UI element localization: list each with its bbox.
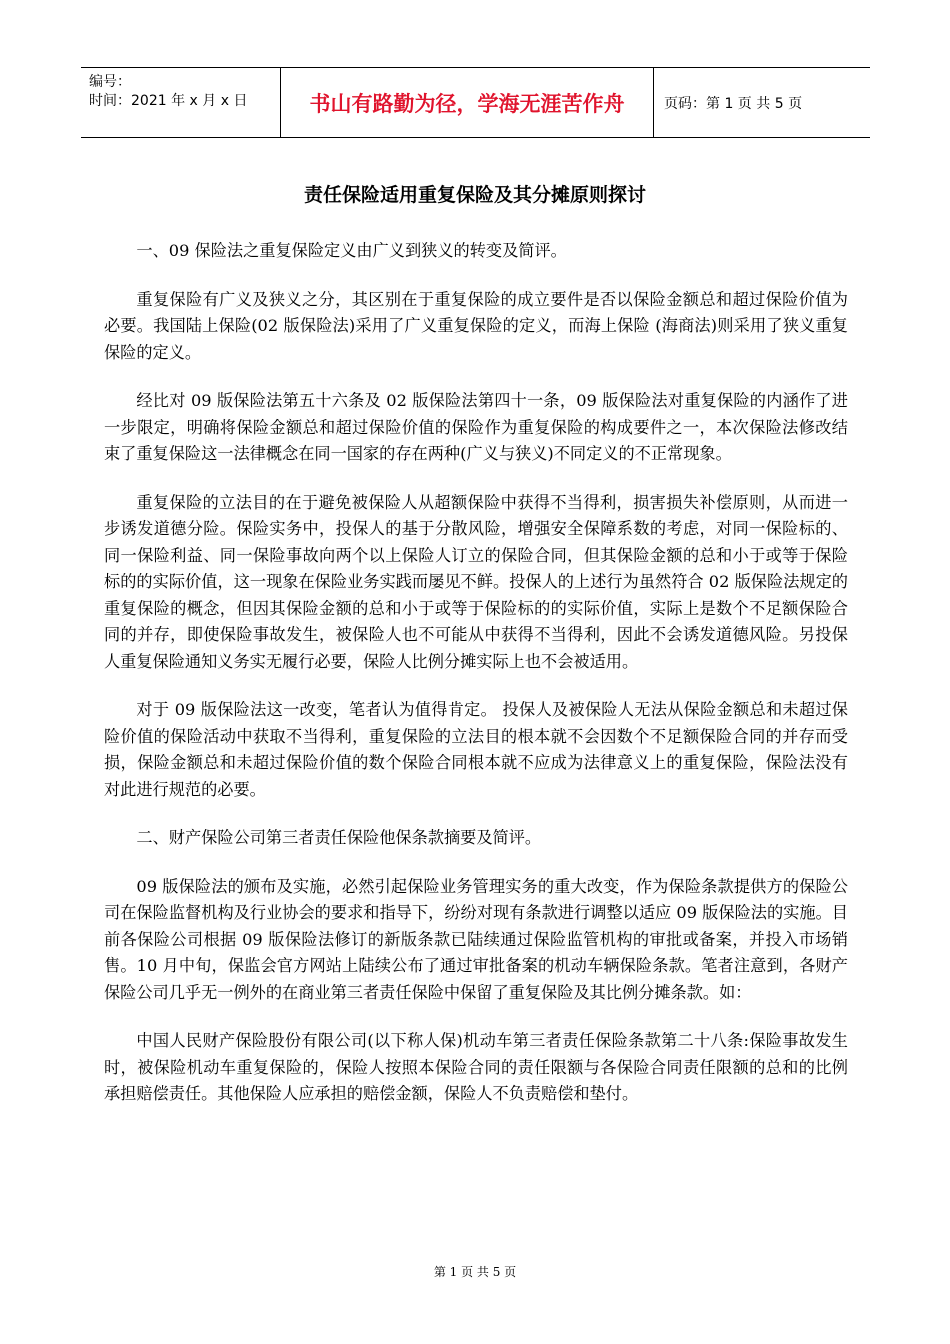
document-body [104,238,848,1130]
paragraph: 二、财产保险公司第三者责任保险他保条款摘要及简评。 [136,828,542,847]
paragraph: 重复保险有广义及狭义之分，其区别在于重复保险的成立要件是否以保险金额总和超过保险价值为必要。我国陆上保险(02 版保险法)采用了广义重复保险的定义，而海上保险 (海商法)则采用了狭义重复保险的定义。 [104,289,848,362]
document-date: 时间：2021 年 x 月 x 日 [89,93,248,109]
paragraph: 一、09 保险法之重复保险定义由广义到狭义的转变及简评。 [136,241,567,260]
paragraph: 经比对 09 版保险法第五十六条及 02 版保险法第四十一条，09 版保险法对重复保险的内涵作了进一步限定，明确将保险金额总和超过保险价值的保险作为重复保险的构成要件之一，本次保险法修改结束了重复保险这一法律概念在同一国家的存在两种(广义与狭义)不同定义的不正常现象。 [104,391,848,463]
document-number-label: 编号： [89,74,131,90]
paragraph: 中国人民财产保险股份有限公司(以下称人保)机动车第三者责任保险条款第二十八条:保险事故发生时，被保险机动车重复保险的，保险人按照本保险合同的责任限额与各保险合同责任限额的总和的比例承担赔偿责任。其他保险人应承担的赔偿金额，保险人不负责赔偿和垫付。 [104,1031,848,1103]
header-motto: 书山有路勤为径，学海无涯苦作舟 [281,68,654,137]
header-meta [81,68,281,137]
document-title: 责任保险适用重复保险及其分摊原则探讨 [303,184,646,206]
page-header [81,67,870,138]
paragraph: 重复保险的立法目的在于避免被保险人从超额保险中获得不当得利，损害损失补偿原则，从而进一步诱发道德分险。保险实务中，投保人的基于分散风险，增强安全保障系数的考虑，对同一保险标的、同一保险利益、同一保险事故向两个以上保险人订立的保险合同，但其保险金额的总和小于或等于保险标的的实际价值，这一现象在保险业务实践而屡见不鲜。投保人的上述行为虽然符合 02 版保险法规定的重复保险的概念，但因其保险金额的总和小于或等于保险标的的实际价值，实际上是数个不足额保险合同的并存，即使保险事故发生，被保险人也不可能从中获得不当得利，因此不会诱发道德风险。另投保人重复保险通知义务实无履行必要，保险人比例分摊实际上也不会被适用。 [104,492,848,671]
paragraph: 09 版保险法的颁布及实施，必然引起保险业务管理实务的重大改变，作为保险条款提供方的保险公司在保险监督机构及行业协会的要求和指导下，纷纷对现有条款进行调整以适应 09 版保险法的实施。目前各保险公司根据 09 版保险法修订的新版条款已陆续通过保险监管机构的审批或备案，并投入市场销售。10 月中旬，保监会官方网站上陆续公布了通过审批备案的机动车辆保险条款。笔者注意到，各财产保险公司几乎无一例外的在商业第三者责任保险中保留了重复保险及其比例分摊条款。如： [104,876,848,1002]
header-page-info: 页码：第 1 页 共 5 页 [664,95,803,112]
paragraph: 对于 09 版保险法这一改变，笔者认为值得肯定。 投保人及被保险人无法从保险金额总和未超过保险价值的保险活动中获取不当得利，重复保险的立法目的根本就不会因数个不足额保险合同的并存而受损，保险金额总和未超过保险价值的数个保险合同根本就不应成为法律意义上的重复保险，保险法没有对此进行规范的必要。 [104,700,848,799]
page-footer: 第 1 页 共 5 页 [433,1265,517,1279]
